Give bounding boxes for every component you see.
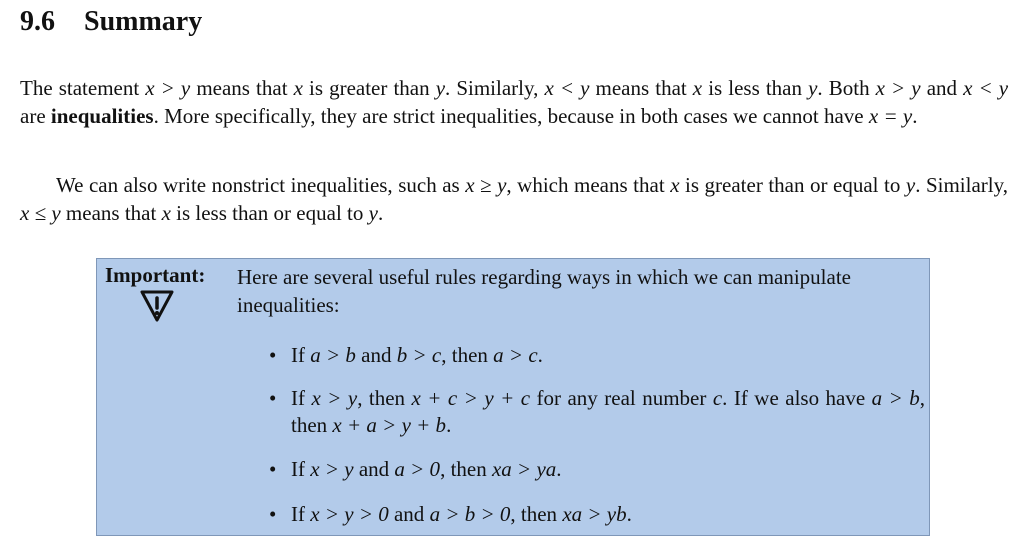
text-run: are (20, 103, 51, 128)
text-run: is greater than or equal to (679, 173, 906, 197)
paragraph-2 (20, 172, 1008, 227)
math-expression: a > b (310, 343, 356, 367)
text-run: , then (440, 457, 492, 481)
text-run: is less than or equal to (170, 200, 369, 225)
text-run: If (291, 457, 311, 481)
section-heading (20, 4, 202, 40)
math-expression: x ≥ y (465, 173, 507, 197)
text-run: , then (510, 502, 563, 526)
rule-item-3 (269, 456, 925, 483)
text-run: The statement (20, 76, 146, 100)
text-run: . Similarly, (915, 173, 1009, 197)
math-variable: y (905, 173, 916, 197)
text-run: . If we also have (722, 386, 872, 410)
text-run: , then (291, 386, 925, 437)
rule-item-1 (269, 342, 925, 369)
math-variable: x (692, 76, 703, 100)
bullet-dot: • (269, 343, 277, 367)
bullet-dot: • (269, 386, 277, 410)
text-run: . (556, 457, 562, 481)
important-label: Important: (105, 263, 206, 287)
text-run: is less than (702, 76, 809, 100)
text-run: and (353, 457, 395, 481)
math-expression: xa > yb (562, 502, 627, 526)
text-run: means that (190, 76, 294, 100)
math-expression: a > c (493, 343, 538, 367)
text-run: and (920, 76, 964, 100)
math-expression: x = y (868, 103, 913, 128)
important-box (96, 258, 930, 536)
math-expression: xa > ya (491, 457, 557, 481)
math-variable: c (712, 386, 723, 410)
math-expression: a > b > 0 (429, 502, 511, 526)
math-variable: y (808, 76, 818, 100)
math-variable: x (293, 76, 303, 100)
text-run: . (377, 200, 384, 225)
paragraph-1 (20, 75, 1008, 130)
math-expression: x > y (310, 457, 354, 481)
text-run: means that (60, 200, 162, 225)
text-run: . (537, 343, 543, 367)
text-run: We can also write nonstrict inequalities, such as (56, 173, 466, 197)
math-expression: b > c (396, 343, 442, 367)
text-run: , then (441, 343, 494, 367)
math-expression: a > 0 (394, 457, 441, 481)
text-run: , then (357, 386, 412, 410)
math-expression: x ≤ y (20, 200, 61, 225)
text-run: means that (589, 76, 693, 100)
section-title: Summary (84, 6, 203, 37)
warning-triangle-icon (139, 289, 175, 323)
rule-item-2 (269, 385, 925, 439)
important-intro: Here are several useful rules regarding ways in which we can manipulate inequalities: (237, 265, 851, 317)
text-run: If (291, 386, 312, 410)
text-run: for any real number (530, 386, 713, 410)
math-expression: x > y > 0 (310, 502, 389, 526)
math-expression: x > y (875, 76, 921, 100)
math-variable: x (670, 173, 680, 197)
text-run: . (912, 103, 918, 128)
text-run: . (446, 413, 452, 437)
math-variable: y (435, 76, 446, 100)
math-expression: x > y (311, 386, 358, 410)
math-expression: x + c > y + c (411, 386, 531, 410)
text-run: If (291, 502, 311, 526)
math-variable: x (161, 200, 171, 225)
bullet-dot: • (269, 502, 277, 526)
text-run: . Both (817, 76, 876, 100)
text-run: . More specifically, they are strict inequalities, because in both cases we cannot have (153, 103, 869, 128)
text-run: . (626, 502, 632, 526)
math-expression: x < y (963, 76, 1009, 100)
text-run: If (291, 343, 311, 367)
text-run: and (355, 343, 397, 367)
text-run: is greater than (302, 76, 436, 100)
math-expression: x > y (145, 76, 191, 100)
section-number: 9.6 (20, 6, 55, 37)
math-expression: a > b (871, 386, 920, 410)
math-expression: x < y (544, 76, 590, 100)
bullet-dot: • (269, 457, 277, 481)
math-variable: y (368, 200, 378, 225)
text-run: and (388, 502, 430, 526)
math-expression: x + a > y + b (332, 413, 447, 437)
bold-term: inequalities (50, 103, 154, 128)
text-run: . Similarly, (445, 76, 545, 100)
rule-item-4 (269, 501, 925, 528)
text-run: , which means that (506, 173, 671, 197)
